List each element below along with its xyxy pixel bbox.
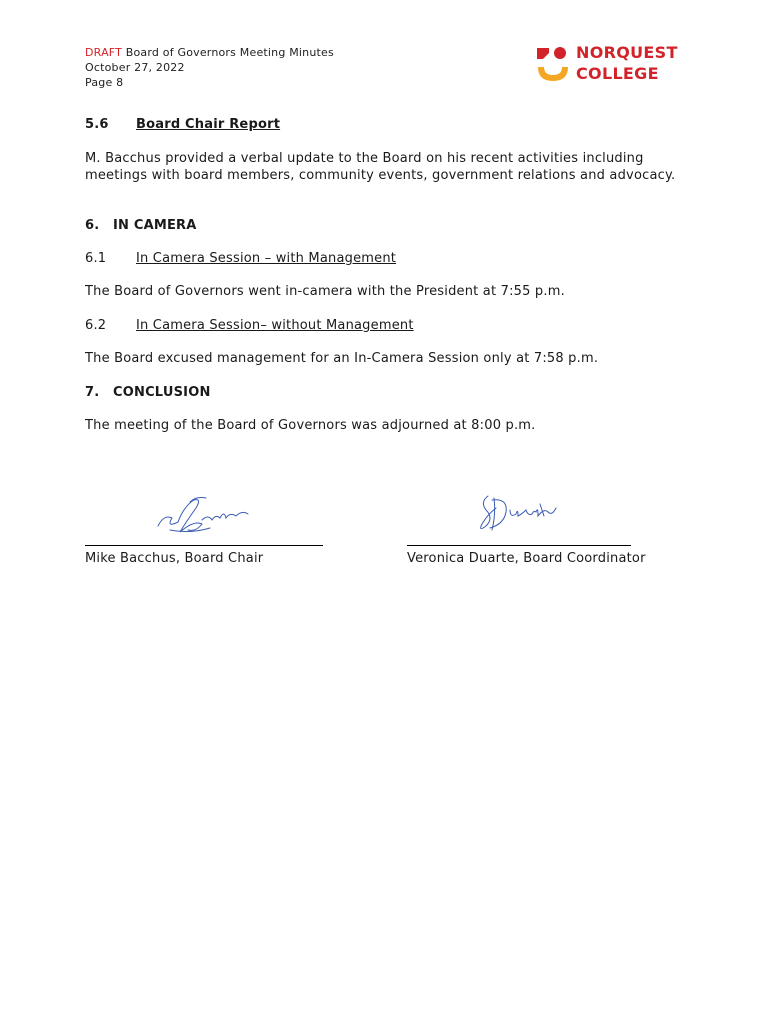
section-7-heading [85,384,211,401]
section-6-1-body: The Board of Governors went in-camera with the President at 7:55 p.m. [85,284,565,299]
coordinator-name: Veronica Duarte, Board Coordinator [407,551,646,566]
document-header [85,45,334,90]
section-6-2-heading [85,317,414,334]
section-5-6-heading [85,116,280,133]
coordinator-signature-line [407,545,631,546]
section-number: 6.1 [85,251,107,266]
section-title: CONCLUSION [113,385,211,400]
section-title: Board Chair Report [136,117,281,132]
section-title: In Camera Session– without Management [136,318,414,333]
section-5-6-body: M. Bacchus provided a verbal update to the Board on his recent activities including meetings with board members, community events, government relations and advocacy. [85,151,676,183]
norquest-logo [536,43,686,85]
section-6-heading [85,217,197,234]
draft-label: DRAFT [85,46,123,59]
meeting-date: October 27, 2022 [85,61,185,74]
chair-signature [150,492,260,540]
logo-text-line2: COLLEGE [576,64,659,83]
section-number: 6.2 [85,318,107,333]
section-title: In Camera Session – with Management [136,251,397,266]
logo-mark-icon [536,45,570,83]
chair-name: Mike Bacchus, Board Chair [85,551,264,566]
section-number: 5.6 [85,117,109,132]
section-6-2-body: The Board excused management for an In-Camera Session only at 7:58 p.m. [85,351,599,366]
section-7-body: The meeting of the Board of Governors was adjourned at 8:00 p.m. [85,418,536,433]
coordinator-signature [474,490,564,538]
section-title: IN CAMERA [113,218,197,233]
chair-signature-line [85,545,323,546]
logo-text-line1: NORQUEST [576,43,678,62]
section-6-1-heading [85,250,396,267]
document-title: Board of Governors Meeting Minutes [125,46,334,59]
section-number: 6. [85,218,100,233]
page-number: Page 8 [85,76,124,89]
header-title-line [85,45,334,60]
section-number: 7. [85,385,100,400]
